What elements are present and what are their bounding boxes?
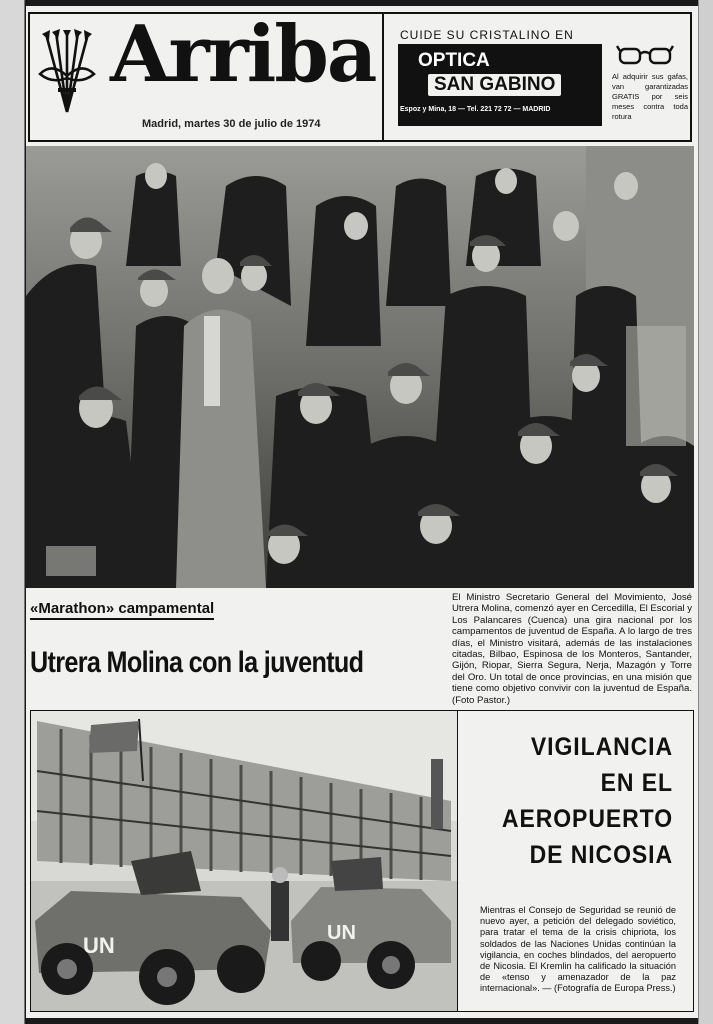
newspaper-title: Arriba xyxy=(110,9,376,100)
airport-photo-illustration xyxy=(31,711,457,1011)
story2-headline-line1: VIGILANCIA xyxy=(530,733,673,761)
story2-headline-line3: AEROPUERTO xyxy=(501,805,673,833)
advert-headline: CUIDE SU CRISTALINO EN xyxy=(400,28,574,42)
story1-kicker: «Marathon» campamental xyxy=(30,600,214,620)
airport-photo xyxy=(30,710,458,1012)
dateline: Madrid, martes 30 de julio de 1974 xyxy=(142,118,321,130)
story2-headline-line2: EN EL xyxy=(600,769,673,797)
story2-headline xyxy=(480,729,673,873)
crowd-photo-illustration xyxy=(26,146,694,588)
advert-small-print: Al adquirir sus gafas, van garantizadas GRATIS por seis meses contra toda rotura xyxy=(612,72,688,121)
advert-black-box xyxy=(398,44,602,126)
binding-right-edge xyxy=(698,0,713,1024)
optica-advert xyxy=(384,14,692,140)
advert-name-line2: SAN GABINO xyxy=(428,74,561,96)
newspaper-page xyxy=(26,6,698,1018)
vehicle-marking-right: UN xyxy=(327,922,356,944)
story2-body: Mientras el Consejo de Seguridad se reunió de nuevo ayer, a petición del delegado soviético, para tratar el tema de la crisis chipriota, los soldados de las Naciones Unidas continúan la vigilancia, en coches blindados, del aeropuerto de Nicosia. El Kremlin ha calificado la situación de «tenso y amenazador de la paz internacional». — (Fotografía de Europa Press.) xyxy=(480,905,676,994)
masthead-title-block xyxy=(30,9,384,140)
story1-headline: Utrera Molina con la juventud xyxy=(30,646,364,679)
eyeglasses-icon xyxy=(616,40,674,70)
advert-address: Espoz y Mina, 18 — Tel. 221 72 72 — MADRID xyxy=(400,106,551,113)
main-photo-youth-crowd xyxy=(26,146,694,588)
advert-name-line1: OPTICA xyxy=(418,50,490,71)
vehicle-marking-left: UN xyxy=(83,933,115,958)
story2-headline-line4: DE NICOSIA xyxy=(529,841,673,869)
story1-body: El Ministro Secretario General del Movimiento, José Utrera Molina, comenzó ayer en Cercedilla, El Escorial y Los Palancares (Cuenca) una gira nacional por los campamentos de juventud de España. A lo largo de tres días, el Ministro visitará, además de las instalaciones citadas, Bilbao, Espinosa de los Monteros, Santander, Gijón, Riopar, Sierra Segura, Nerja, Mazagón y Torre del Oro. Un total de once provincias, en una misión que tiene como objetivo convivir con la juventud de España. (Foto Pastor.) xyxy=(452,592,692,706)
masthead xyxy=(28,9,692,142)
story2-text-block xyxy=(458,710,694,1012)
binding-left-edge xyxy=(0,0,25,1024)
yoke-and-arrows-emblem-icon xyxy=(38,28,96,114)
